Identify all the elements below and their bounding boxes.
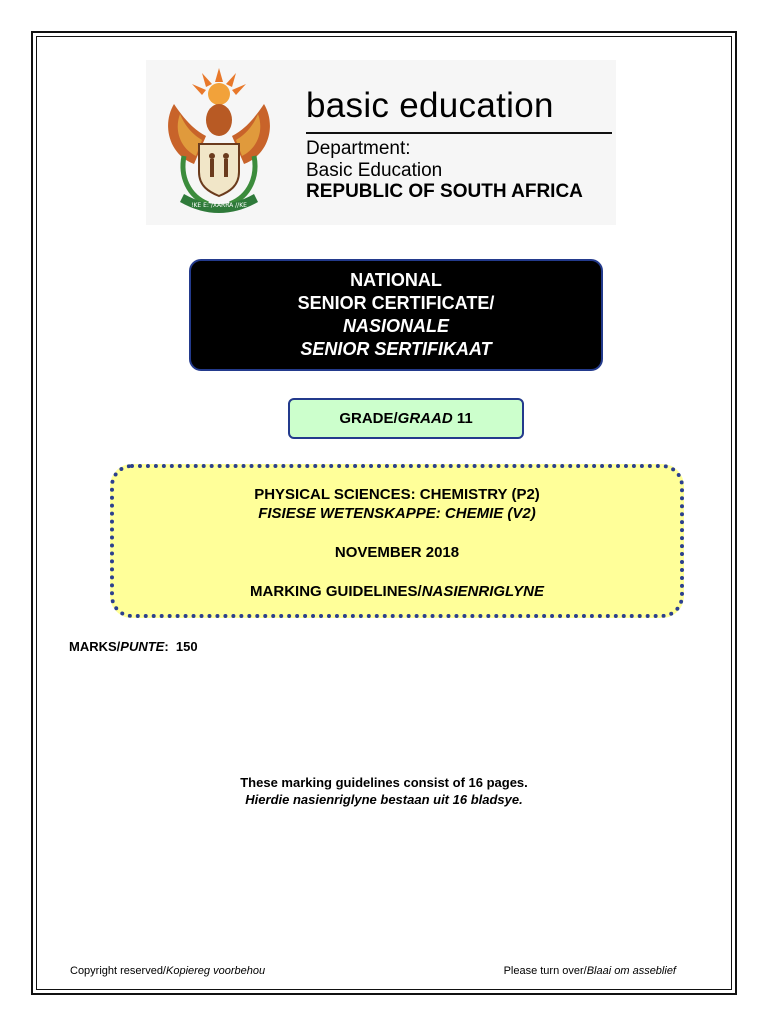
copyright-en: Copyright reserved/ [70,965,166,977]
turn-over-af: Blaai om asseblief [586,965,676,977]
grade-label: GRADE/ [339,410,398,427]
subject-title-af: FISIESE WETENSKAPPE: CHEMIE (V2) [258,505,536,522]
certificate-line-af: SENIOR SERTIFIKAAT [300,339,492,359]
marks-value: 150 [175,639,198,654]
page-count-note [0,774,768,808]
document-type-af: NASIENRIGLYNE [421,583,544,600]
department-name: Basic Education [306,160,443,181]
exam-date: NOVEMBER 2018 [334,544,460,561]
subject-title: PHYSICAL SCIENCES: CHEMISTRY (P2) [254,486,540,503]
country-name: REPUBLIC OF SOUTH AFRICA [306,181,583,202]
brand-title: basic education [306,86,554,125]
document-type [114,583,680,600]
copyright-af: Kopiereg voorbehou [166,965,266,977]
marks-label: MARKS/ [69,639,121,654]
certificate-line-af: NASIONALE [342,316,449,336]
turn-over-footer [504,965,676,977]
certificate-line: SENIOR CERTIFICATE/ [297,293,495,313]
department-label: Department: [306,138,411,159]
grade-number: 11 [456,410,473,427]
copyright-footer [70,965,265,977]
certificate-line: NATIONAL [350,270,442,290]
marks-line: MARKS/PUNTE: 150 [69,639,198,654]
grade-box [288,398,524,439]
department-logo [146,60,616,225]
grade-label-af: GRAAD [397,410,453,427]
marks-label-af: PUNTE [120,639,165,654]
crest-motto: !KE E: /XARRA //KE [191,202,247,209]
brand-divider [306,132,612,134]
certificate-title-box [189,259,603,371]
page-count-en: These marking guidelines consist of 16 pages. [240,775,528,790]
page-count-af: Hierdie nasienriglyne bestaan uit 16 bladsye. [245,792,523,807]
turn-over-en: Please turn over/ [503,965,587,977]
subject-box [110,464,684,618]
coat-of-arms-icon [154,64,284,219]
document-type-en: MARKING GUIDELINES/ [250,583,422,600]
